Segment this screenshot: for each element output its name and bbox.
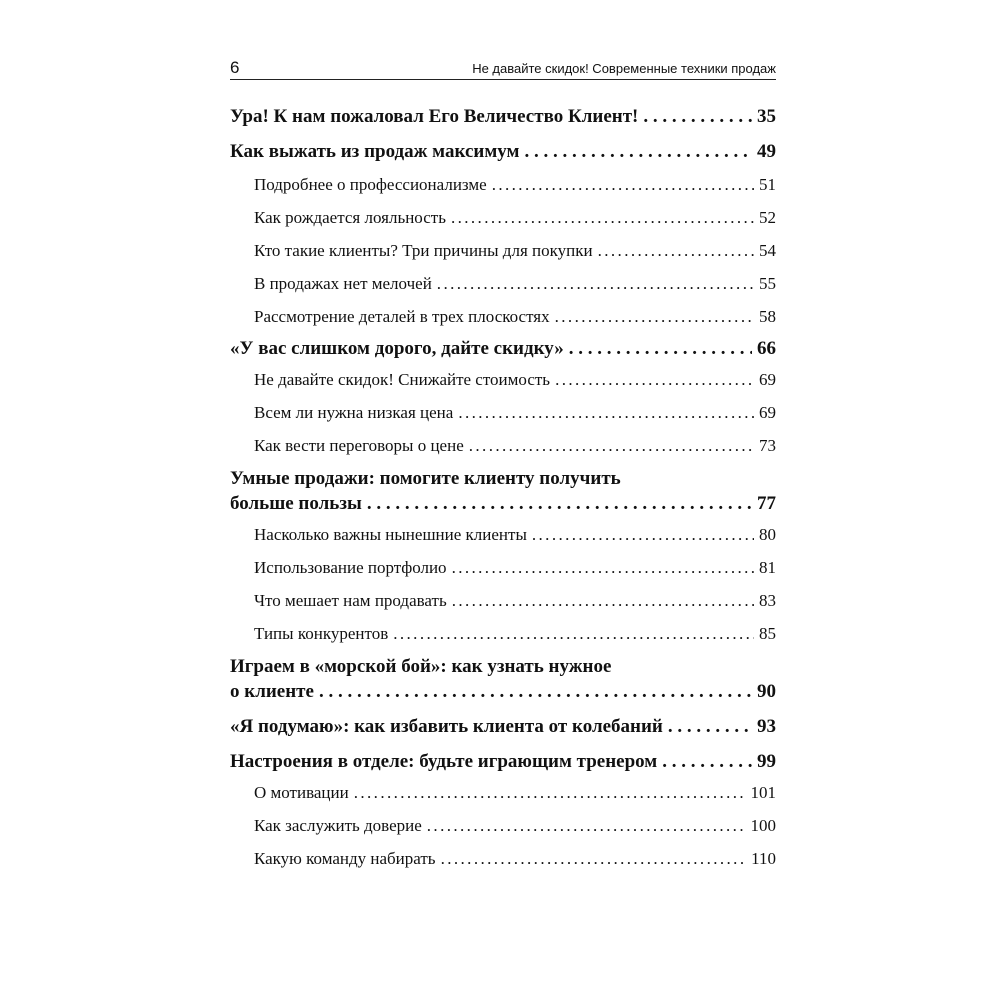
dot-leader <box>524 139 752 164</box>
section-page: 81 <box>759 558 776 577</box>
dot-leader <box>492 174 754 196</box>
chapter-page: 66 <box>757 338 776 359</box>
toc-section <box>230 524 776 546</box>
section-page: 52 <box>759 208 776 227</box>
section-title: Как рождается лояльность <box>254 208 446 227</box>
chapter-page: 90 <box>757 681 776 702</box>
toc-chapter <box>230 336 776 361</box>
toc-section <box>230 273 776 295</box>
toc-section <box>230 590 776 612</box>
toc-section <box>230 848 776 870</box>
toc-section <box>230 207 776 229</box>
chapter-page: 77 <box>757 493 776 514</box>
dot-leader <box>555 306 754 328</box>
running-title: Не давайте скидок! Современные техники продаж <box>472 61 776 76</box>
section-page: 51 <box>759 175 776 194</box>
chapter-page: 93 <box>757 716 776 737</box>
toc-section <box>230 402 776 424</box>
chapter-page: 49 <box>757 141 776 162</box>
toc-section <box>230 174 776 196</box>
page-number: 6 <box>230 58 240 77</box>
chapter-title: Ура! К нам пожаловал Его Величество Клиент! <box>230 106 639 127</box>
dot-leader <box>569 336 752 361</box>
chapter-page: 35 <box>757 106 776 127</box>
dot-leader <box>452 590 754 612</box>
section-title: Какую команду набирать <box>254 849 436 868</box>
toc-chapter <box>230 491 776 516</box>
toc-chapter <box>230 749 776 774</box>
toc-section <box>230 435 776 457</box>
table-of-contents <box>230 100 776 870</box>
toc-section <box>230 623 776 645</box>
chapter-title-line: Умные продажи: помогите клиенту получить <box>230 468 621 489</box>
section-title: Кто такие клиенты? Три причины для покупки <box>254 241 593 260</box>
chapter-title: больше пользы <box>230 493 362 514</box>
section-title: Что мешает нам продавать <box>254 591 447 610</box>
section-page: 101 <box>750 783 776 802</box>
dot-leader <box>458 402 754 424</box>
dot-leader <box>319 679 752 704</box>
dot-leader <box>662 749 752 774</box>
toc-chapter <box>230 714 776 739</box>
dot-leader <box>643 104 752 129</box>
toc-section <box>230 557 776 579</box>
section-page: 85 <box>759 624 776 643</box>
chapter-page: 99 <box>757 751 776 772</box>
dot-leader <box>668 714 752 739</box>
section-title: Не давайте скидок! Снижайте стоимость <box>254 370 551 389</box>
dot-leader <box>555 369 754 391</box>
chapter-title: «Я подумаю»: как избавить клиента от колебаний <box>230 716 663 737</box>
dot-leader <box>367 491 752 516</box>
section-page: 58 <box>759 307 776 326</box>
section-title: Насколько важны нынешние клиенты <box>254 525 527 544</box>
section-title: Как заслужить доверие <box>254 816 422 835</box>
chapter-title: Настроения в отделе: будьте играющим тренером <box>230 751 658 772</box>
section-page: 55 <box>759 274 776 293</box>
dot-leader <box>437 273 754 295</box>
toc-chapter <box>230 679 776 704</box>
header-rule <box>230 79 776 80</box>
toc-section <box>230 306 776 328</box>
section-title: В продажах нет мелочей <box>254 274 432 293</box>
dot-leader <box>441 848 747 870</box>
dot-leader <box>452 557 754 579</box>
section-page: 73 <box>759 436 776 455</box>
book-page <box>230 0 776 1000</box>
chapter-title: «У вас слишком дорого, дайте скидку» <box>230 338 564 359</box>
section-page: 69 <box>759 403 776 422</box>
dot-leader <box>532 524 754 546</box>
section-title: О мотивации <box>254 783 349 802</box>
section-title: Типы конкурентов <box>254 624 389 643</box>
dot-leader <box>451 207 754 229</box>
dot-leader <box>469 435 754 457</box>
toc-section <box>230 369 776 391</box>
section-title: Рассмотрение деталей в трех плоскостях <box>254 307 550 326</box>
chapter-title: Как выжать из продаж максимум <box>230 141 520 162</box>
section-title: Как вести переговоры о цене <box>254 436 464 455</box>
toc-chapter <box>230 139 776 164</box>
section-page: 80 <box>759 525 776 544</box>
section-page: 110 <box>751 849 776 868</box>
dot-leader <box>427 815 746 837</box>
section-page: 83 <box>759 591 776 610</box>
section-title: Подробнее о профессионализме <box>254 175 487 194</box>
chapter-title: о клиенте <box>230 681 314 702</box>
toc-section <box>230 240 776 262</box>
dot-leader <box>393 623 754 645</box>
toc-chapter <box>230 104 776 129</box>
toc-section <box>230 815 776 837</box>
chapter-title-line: Играем в «морской бой»: как узнать нужное <box>230 656 612 677</box>
toc-section <box>230 782 776 804</box>
section-title: Использование портфолио <box>254 558 447 577</box>
section-page: 100 <box>750 816 776 835</box>
section-page: 69 <box>759 370 776 389</box>
section-title: Всем ли нужна низкая цена <box>254 403 454 422</box>
dot-leader <box>354 782 746 804</box>
section-page: 54 <box>759 241 776 260</box>
dot-leader <box>598 240 754 262</box>
